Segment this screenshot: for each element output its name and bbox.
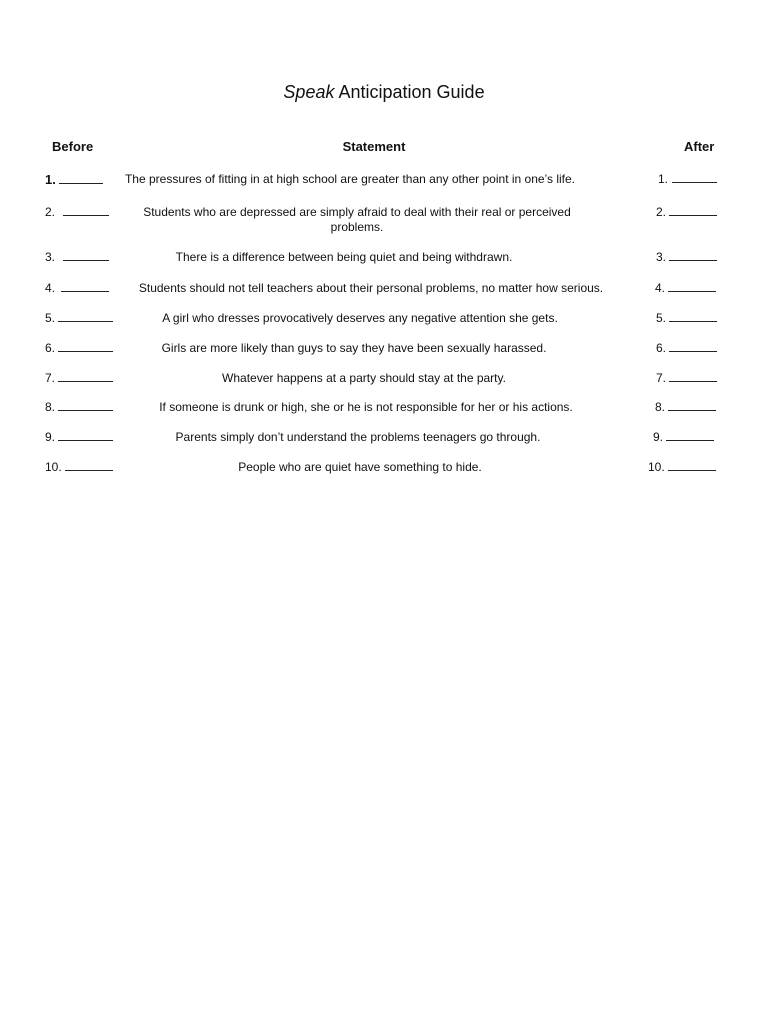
before-number: 9. (45, 430, 56, 444)
after-blank[interactable] (668, 469, 716, 471)
after-number: 9. (653, 430, 664, 444)
before-number: 4. (45, 281, 56, 295)
statement-text: A girl who dresses provocatively deserves any negative attention she gets. (162, 311, 558, 325)
statement-text: Students who are depressed are simply afraid to deal with their real or perceived problems. (143, 205, 571, 234)
statement-text: There is a difference between being quiet and being withdrawn. (175, 250, 513, 264)
before-blank[interactable] (63, 259, 109, 261)
before-number: 3. (45, 250, 56, 264)
after-blank[interactable] (669, 259, 717, 261)
after-blank[interactable] (666, 439, 714, 441)
after-blank[interactable] (668, 409, 716, 411)
before-blank[interactable] (58, 350, 113, 352)
page-title (0, 80, 768, 104)
after-column-header: After (684, 139, 715, 154)
statement-column-header: Statement (342, 139, 406, 154)
before-blank[interactable] (61, 290, 109, 292)
after-answer[interactable] (656, 341, 717, 356)
after-answer[interactable] (658, 172, 717, 187)
before-number: 7. (45, 371, 56, 385)
after-number: 3. (656, 250, 667, 264)
after-blank[interactable] (668, 290, 716, 292)
after-answer[interactable] (656, 371, 717, 386)
after-number: 6. (656, 341, 667, 355)
statement-text: People who are quiet have something to hide. (238, 460, 482, 474)
before-blank[interactable] (65, 469, 113, 471)
before-number: 2. (45, 205, 56, 219)
after-answer[interactable] (656, 250, 717, 265)
after-answer[interactable] (655, 400, 716, 415)
before-answer[interactable] (45, 205, 109, 220)
after-blank[interactable] (672, 181, 717, 183)
after-number: 5. (656, 311, 667, 325)
before-answer[interactable] (45, 311, 113, 326)
before-answer[interactable] (45, 371, 113, 386)
title-italic: Speak (283, 82, 335, 102)
before-blank[interactable] (58, 380, 113, 382)
after-number: 4. (655, 281, 666, 295)
after-blank[interactable] (669, 214, 717, 216)
after-number: 1. (658, 172, 669, 186)
after-answer[interactable] (653, 430, 714, 445)
before-number: 5. (45, 311, 56, 325)
before-number: 1. (45, 172, 56, 187)
before-blank[interactable] (59, 182, 103, 184)
statement-text: If someone is drunk or high, she or he is not responsible for her or his actions. (159, 400, 573, 414)
before-number: 8. (45, 400, 56, 414)
before-answer[interactable] (45, 460, 113, 475)
after-number: 2. (656, 205, 667, 219)
after-blank[interactable] (669, 320, 717, 322)
before-answer[interactable] (45, 400, 113, 415)
statement-text: Girls are more likely than guys to say they have been sexually harassed. (161, 341, 547, 355)
before-answer[interactable] (45, 172, 103, 188)
before-answer[interactable] (45, 250, 109, 265)
before-answer[interactable] (45, 341, 113, 356)
statement-text: Parents simply don’t understand the problems teenagers go through. (175, 430, 541, 444)
after-number: 7. (656, 371, 667, 385)
after-answer[interactable] (656, 205, 717, 220)
before-blank[interactable] (58, 439, 113, 441)
before-blank[interactable] (58, 320, 113, 322)
before-answer[interactable] (45, 281, 109, 296)
statement-text: The pressures of fitting in at high school are greater than any other point in one’s life. (124, 172, 576, 186)
after-blank[interactable] (669, 380, 717, 382)
before-blank[interactable] (58, 409, 113, 411)
after-answer[interactable] (648, 460, 716, 475)
after-answer[interactable] (656, 311, 717, 326)
after-number: 10. (648, 460, 665, 474)
before-column-header: Before (52, 139, 94, 154)
after-number: 8. (655, 400, 666, 414)
before-answer[interactable] (45, 430, 113, 445)
before-number: 10. (45, 460, 62, 474)
statement-text: Whatever happens at a party should stay at the party. (222, 371, 506, 385)
before-number: 6. (45, 341, 56, 355)
before-blank[interactable] (63, 214, 109, 216)
statement-text: Students should not tell teachers about their personal problems, no matter how serious. (138, 281, 604, 295)
title-rest: Anticipation Guide (338, 82, 485, 102)
after-blank[interactable] (669, 350, 717, 352)
after-answer[interactable] (655, 281, 716, 296)
